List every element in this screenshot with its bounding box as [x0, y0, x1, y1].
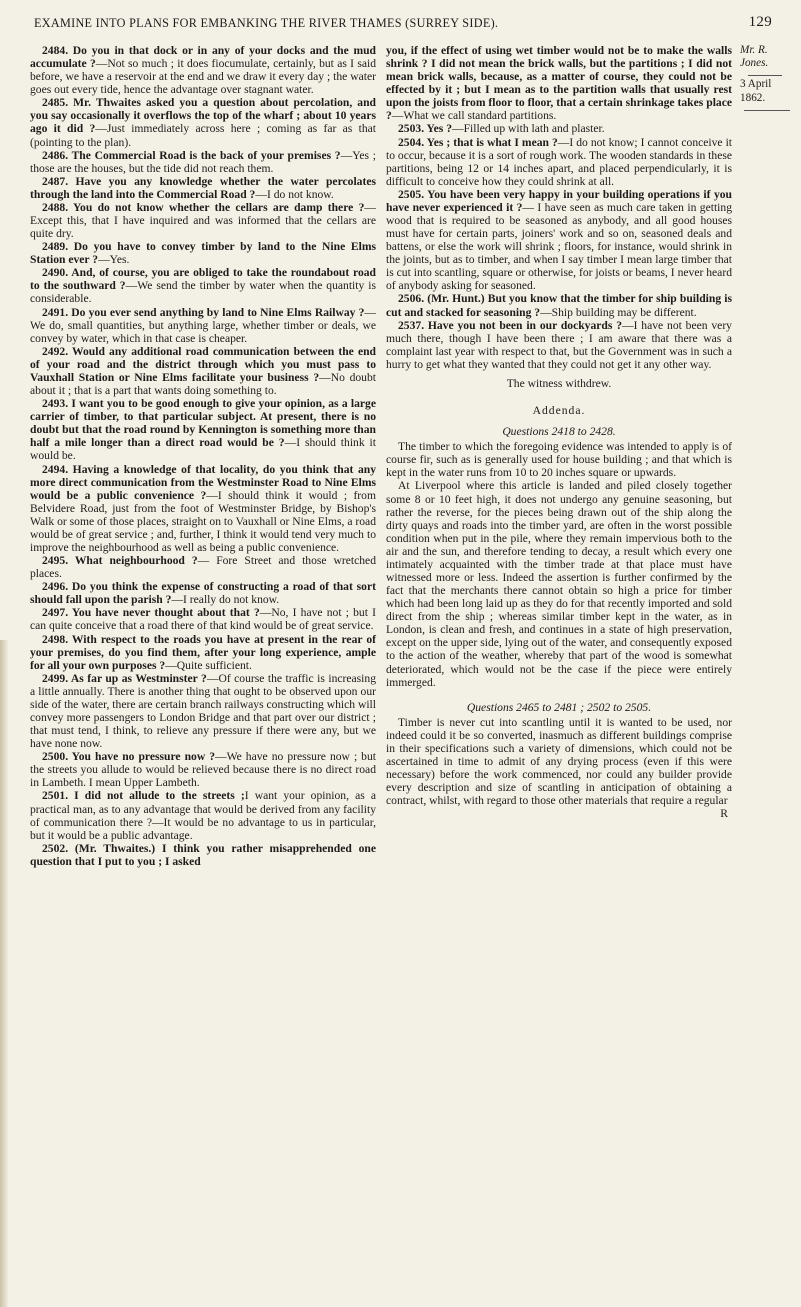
- answer-text: —No, I have not ; but I can quite conceive that a road there of that kind would be of great service.: [30, 606, 376, 633]
- qa-paragraph: [30, 96, 376, 148]
- evidence-date: 3 April 1862.: [740, 78, 772, 104]
- qa-paragraph: [386, 292, 732, 318]
- witness-withdrew: The witness withdrew.: [506, 376, 612, 390]
- answer-text: —I really do not know.: [171, 593, 280, 607]
- question-text: 2484. Do you in that dock or in any of your docks and the mud accumulate ?: [30, 44, 376, 71]
- qa-paragraph: [386, 122, 732, 135]
- page-spine-shadow: [0, 640, 8, 1307]
- answer-text: —Not so much ; it does fiocumulate, certainly, but as I said before, we have a reservoir at the end and we draw it every day ; the water goes out every tide, hence the advantage over stagnant water.: [30, 57, 376, 97]
- question-text: 2489. Do you have to convey timber by land to the Nine Elms Station ever ?: [30, 240, 376, 267]
- qa-paragraph: [30, 633, 376, 672]
- question-text: 2487. Have you any knowledge whether the water percolates through the land into the Commercial Road ?: [30, 174, 376, 201]
- qa-paragraph: [30, 606, 376, 632]
- qa-paragraph: [386, 136, 732, 188]
- addenda-paragraph: At Liverpool where this article is landed and piled closely together some 8 or 10 feet high, it does not undergo any genuine seasoning, but rather the reverse, for the pieces being drawn out of the ship along the dirty quays and roads into the timber yard, are often in the worst possible condition when put in the pile, where they remain impervious both to the air and the sun, and therefore tending to decay, a result which every one intimately acquainted with the timber trade at that place must have witnessed more or less. Indeed the assertion is further confirmed by the fact that the merchants there cannot obtain so high a price for timber which had been long laid up as they do for that recently imported and sold direct from the ship ; whereas similar timber kept in the water, as in London, is clean and fresh, and continues in a state of high preservation, except on the upper side, lying out of the water, and consequently exposed to the action of the weather, whereby that part of the wood is somewhat deteriorated, which would not be the case if the piece were entirely immerged.: [386, 479, 732, 689]
- margin-rule: [744, 110, 790, 111]
- question-text: 2501. I did not allude to the streets ;: [42, 789, 245, 803]
- qa-paragraph: [386, 188, 732, 293]
- addenda-section-title: Questions 2465 to 2481 ; 2502 to 2505.: [466, 700, 652, 714]
- answer-text: —I should think it would ; from Belvidere Road, just from the foot of Westminster Bridge, by Bishop's Walk or some of those places, straight on to Vauxhall or Nine Elms, a road would be of great service ; and, further, I think it would tend very much to improve the neighbourhood as well as being a public convenience.: [30, 488, 376, 554]
- question-text: 2498. With respect to the roads you have at present in the rear of your premises, do you find them, after your long experience, ample for all your own purposes ?: [30, 632, 376, 672]
- page-number: 129: [748, 14, 772, 30]
- qa-paragraph: [30, 149, 376, 175]
- qa-paragraph: [30, 306, 376, 345]
- qa-paragraph: [30, 240, 376, 266]
- signature-mark: R: [720, 807, 728, 821]
- qa-paragraph: [30, 842, 376, 868]
- question-text: 2491. Do you ever send anything by land to Nine Elms Railway ?: [42, 305, 365, 319]
- qa-paragraph: [386, 319, 732, 371]
- answer-text: —Filled up with lath and plaster.: [452, 122, 605, 136]
- qa-paragraph: [30, 672, 376, 750]
- question-text: 2494. Having a knowledge of that locality, do you think that any more direct communication from the Westminster Road to Nine Elms would be a public convenience ?: [30, 462, 376, 502]
- witness-name: Mr. R. Jones.: [740, 44, 769, 70]
- margin-rule: [748, 75, 782, 76]
- question-text: 2506. (Mr. Hunt.) But you know that the timber for ship building is cut and stacked for seasoning ?: [386, 292, 732, 319]
- right-qa-list: [386, 44, 732, 371]
- answer-text: —Yes.: [98, 253, 130, 267]
- question-text: 2505. You have been very happy in your building operations if you have never experienced it ?: [386, 187, 732, 214]
- answer-text: —I do not know.: [255, 187, 334, 201]
- qa-paragraph: [30, 554, 376, 580]
- addenda-heading: Addenda.: [532, 404, 586, 418]
- question-text: 2490. And, of course, you are obliged to take the roundabout road to the southward ?: [30, 266, 376, 293]
- qa-paragraph: [30, 175, 376, 201]
- right-column: [386, 44, 732, 820]
- qa-paragraph: [30, 397, 376, 462]
- left-column: [30, 44, 376, 868]
- addenda-section-title: Questions 2418 to 2428.: [502, 425, 616, 439]
- margin-note: [740, 44, 798, 111]
- qa-paragraph: [30, 44, 376, 96]
- question-text: 2504. Yes ; that is what I mean ?: [398, 135, 558, 149]
- answer-text: —I do not know; I cannot conceive it to occur, because it is a sort of rough work. The wooden standards in these partitions, being 12 or 14 inches apart, and placed perpendicularly, it is difficult to conceive how they could shrink at all.: [386, 135, 733, 188]
- page-header: [30, 14, 772, 36]
- qa-paragraph: [30, 201, 376, 240]
- qa-paragraph: [30, 345, 376, 397]
- answer-text: —No doubt about it ; that is a part that wants doing something to.: [30, 370, 376, 398]
- question-text: 2485. Mr. Thwaites asked you a question about percolation, and you say occasionally it overflows the top of the wharf ; about 10 years ago it did ?: [30, 96, 376, 136]
- question-text: 2492. Would any additional road communication between the end of your road and the district through which you must pass to Vauxhall Station or Nine Elms facilitate your business ?: [30, 344, 376, 384]
- answer-text: —Ship building may be different.: [540, 305, 697, 319]
- answer-text: —Yes ; those are the houses, but the tide did not reach them.: [30, 148, 376, 175]
- answer-text: —Of course the traffic is increasing a little annually. There is another thing that ought to be observed upon our side of the water, there are certain branch railways constructing which will convey more passengers to London Bridge and that part over our district ; that must tend, I think, to relieve any pressure if there were any, but we have none now.: [30, 671, 376, 751]
- question-text: 2486. The Commercial Road is the back of your premises ?: [42, 148, 341, 162]
- answer-text: I want your opinion, as a practical man, as to any advantage that would be derived from any facility of communication there ?—It would be no advantage to us in particular, but it would be a public advantage.: [30, 789, 376, 842]
- answer-text: —Except this, that I have inquired and was informed that the cellars are quite dry.: [30, 200, 376, 241]
- question-text: 2488. You do not know whether the cellars are damp there ?: [42, 200, 365, 214]
- qa-paragraph: [30, 750, 376, 789]
- question-text: 2499. As far up as Westminster ?: [42, 671, 207, 685]
- answer-text: —What we call standard partitions.: [391, 109, 557, 123]
- qa-paragraph: [386, 44, 732, 122]
- qa-paragraph: [30, 266, 376, 305]
- answer-text: —Quite sufficient.: [165, 658, 252, 672]
- question-text: 2503. Yes ?: [398, 122, 452, 136]
- addenda-paragraph: Timber is never cut into scantling until it is wanted to be used, nor indeed could it be so converted, inasmuch as different buildings comprise in their specifications such a variety of dimensions, which could not be ascertained in time to admit of any drying process (even if this were necessary) before the work commenced, nor could any builder provide every description and size of scantling in anticipation of obtaining a contract, whilst, with regard to those other materials that require a regular: [386, 715, 732, 808]
- answer-text: — Fore Street and those wretched places.: [30, 554, 377, 581]
- question-text: 2537. Have you not been in our dockyards ?: [398, 318, 623, 332]
- running-title: EXAMINE INTO PLANS FOR EMBANKING THE RIVER THAMES (SURREY SIDE).: [34, 16, 499, 30]
- answer-text: —We send the timber by water when the quantity is considerable.: [30, 279, 376, 306]
- qa-paragraph: [30, 789, 376, 841]
- answer-text: —I should think it would be.: [30, 436, 376, 463]
- qa-paragraph: [30, 463, 376, 555]
- addenda-paragraph: The timber to which the foregoing evidence was intended to apply is of course fir, such as is generally used for house building ; and that which is kept in the water runs from 10 to 20 inches square or upwards.: [386, 440, 732, 480]
- question-text: 2496. Do you think the expense of constructing a road of that sort should fall upon the parish ?: [30, 580, 376, 607]
- answer-text: —We have no pressure now ; but the streets you allude to would be relieved because there is no direct road in Lambeth. I mean Upper Lambeth.: [30, 750, 376, 790]
- question-text: 2493. I want you to be good enough to give your opinion, as a large carrier of timber, to that particular subject. At present, there is no doubt but that the road round by Kennington is something more than half a mile longer than a direct road would be ?: [30, 397, 376, 450]
- answer-text: —I have not been very much there, though I have been there ; I am aware that there was a complaint last year with respect to that, but the Government was in such a hurry to get what they wanted that they could not get it any other way.: [386, 318, 732, 371]
- question-text: 2497. You have never thought about that ?: [42, 606, 260, 620]
- addenda-sections: [386, 425, 732, 807]
- qa-paragraph: [30, 580, 376, 606]
- question-text: 2502. (Mr. Thwaites.) I think you rather misapprehended one question that I put to you ; I asked: [30, 841, 376, 868]
- question-text: 2500. You have no pressure now ?: [42, 750, 216, 764]
- question-text: you, if the effect of using wet timber would not be to make the walls shrink ? I did not mean the brick walls, but the partitions ; I did not mean brick walls, because, as a matter of course, they could not be effected by it ; but I mean as to the partition walls that usually rest upon the joists from floor to floor, that a certain shrinkage takes place ?: [386, 44, 732, 123]
- answer-text: —We do, small quantities, but anything large, whether timber or deals, we convey by water, which in that case is cheaper.: [30, 305, 376, 345]
- answer-text: —Just immediately across here ; coming as far as that (pointing to the plan).: [30, 122, 376, 149]
- question-text: 2495. What neighbourhood ?: [42, 554, 198, 568]
- answer-text: — I have seen as much care taken in getting wood that is required to be seasoned as anybody, and all good houses must have for certain parts, joiners' work and so on, seasoned deals and battens, or else the work will shrink ; floors, for instance, would shrink in the joints, but as to timber, and when I say timber I mean large timber that is cut into scantling, square or otherwise, for joists or beams, I never heard of anybody asking for seasoned.: [386, 200, 732, 293]
